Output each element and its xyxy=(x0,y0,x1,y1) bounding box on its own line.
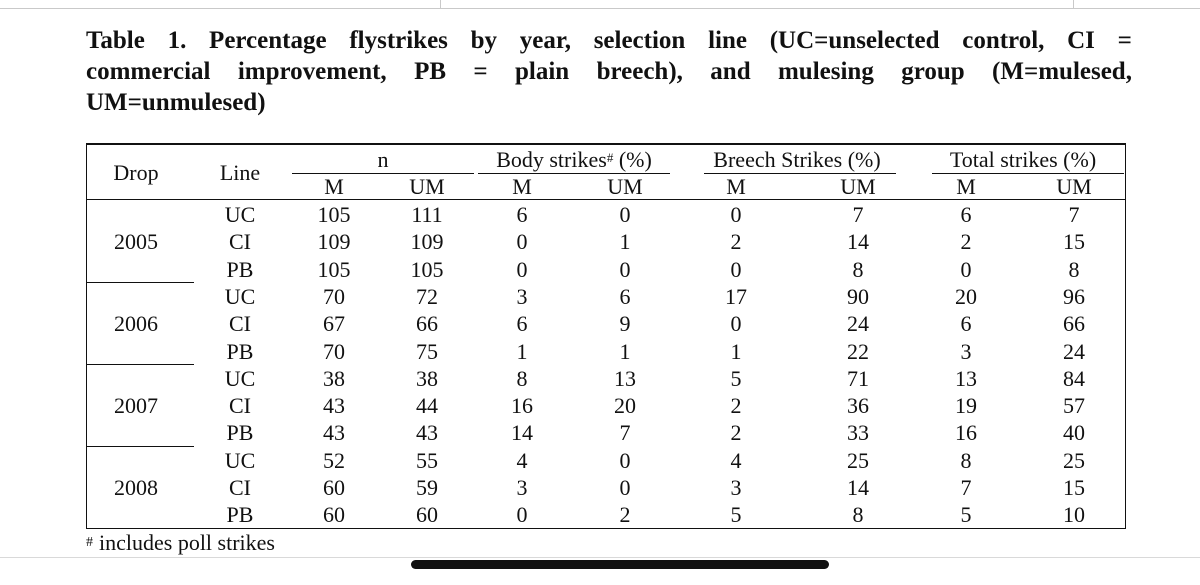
table-cell: 66 xyxy=(416,311,438,336)
table-cell: 10 xyxy=(1063,502,1085,527)
caption-word: selection xyxy=(593,27,686,54)
caption-word: (M=mulesed, xyxy=(992,58,1132,85)
selection-line: UC xyxy=(224,366,256,391)
header-body-mark: # xyxy=(606,150,614,165)
selection-line: PB xyxy=(226,257,254,282)
table-cell: 1 xyxy=(619,229,631,254)
caption-line-1 xyxy=(86,25,1132,56)
table-cell: 6 xyxy=(619,284,631,309)
table-cell: 105 xyxy=(317,202,351,227)
header-line: Line xyxy=(219,160,261,185)
table-cell: 105 xyxy=(410,257,444,282)
caption-word: mulesing xyxy=(777,58,874,85)
table-cell: 38 xyxy=(323,366,345,391)
table-cell: 1 xyxy=(619,339,631,364)
caption-word: group xyxy=(901,58,965,85)
table-cell: 0 xyxy=(730,257,742,282)
caption-word: PB xyxy=(414,58,447,85)
caption-word: = xyxy=(1117,27,1132,54)
table-cell: 15 xyxy=(1063,475,1085,500)
table-cell: 5 xyxy=(730,502,742,527)
table-cell: 6 xyxy=(516,202,528,227)
table-cell: 60 xyxy=(323,502,345,527)
table-cell: 36 xyxy=(847,393,869,418)
table-cell: 75 xyxy=(416,339,438,364)
table-cell: 3 xyxy=(516,475,528,500)
caption-word: CI xyxy=(1067,27,1095,54)
table-cell: 20 xyxy=(955,284,977,309)
table-cell: 0 xyxy=(960,257,972,282)
ruler-tick xyxy=(1073,0,1074,9)
header-total-strikes: Total strikes (%) xyxy=(949,147,1097,172)
caption-word: improvement, xyxy=(237,58,387,85)
table-footnote xyxy=(86,530,275,556)
drop-year: 2005 xyxy=(114,229,158,254)
table-cell: 0 xyxy=(619,257,631,282)
table-cell: 105 xyxy=(317,257,351,282)
table-cell: 0 xyxy=(516,257,528,282)
table-cell: 25 xyxy=(847,448,869,473)
table-cell: 2 xyxy=(730,229,742,254)
selection-line: CI xyxy=(229,475,251,500)
ruler-tick xyxy=(440,0,441,9)
table-cell: 2 xyxy=(730,393,742,418)
header-body-unit: (%) xyxy=(613,147,652,172)
selection-line: CI xyxy=(229,393,251,418)
table-cell: 55 xyxy=(416,448,438,473)
table-cell: 7 xyxy=(852,202,864,227)
table-cell: 2 xyxy=(730,420,742,445)
selection-line: UC xyxy=(224,202,256,227)
caption-word: year, xyxy=(519,27,571,54)
table-cell: 4 xyxy=(730,448,742,473)
drop-year: 2007 xyxy=(114,393,158,418)
table-cell: 0 xyxy=(516,502,528,527)
header-breech-strikes: Breech Strikes (%) xyxy=(713,147,881,172)
selection-line: UC xyxy=(224,448,256,473)
table-cell: 8 xyxy=(516,366,528,391)
subheader-m: M xyxy=(956,174,976,199)
table-left-border xyxy=(86,143,87,529)
table-cell: 24 xyxy=(1063,339,1085,364)
subheader-m: M xyxy=(512,174,532,199)
table-cell: 0 xyxy=(516,229,528,254)
header-underline-n xyxy=(292,173,474,174)
caption-word: commercial xyxy=(86,58,211,85)
selection-line: UC xyxy=(224,284,256,309)
table-cell: 67 xyxy=(323,311,345,336)
table-cell: 16 xyxy=(955,420,977,445)
table-cell: 0 xyxy=(619,448,631,473)
table-cell: 43 xyxy=(323,420,345,445)
caption-word: line xyxy=(708,27,747,54)
table-cell: 4 xyxy=(516,448,528,473)
table-cell: 71 xyxy=(847,366,869,391)
table-cell: 6 xyxy=(960,202,972,227)
table-cell: 70 xyxy=(323,339,345,364)
table-cell: 19 xyxy=(955,393,977,418)
table-cell: 22 xyxy=(847,339,869,364)
header-body-strikes xyxy=(496,147,652,173)
table-cell: 24 xyxy=(847,311,869,336)
table-cell: 1 xyxy=(516,339,528,364)
selection-line: PB xyxy=(226,420,254,445)
caption-word: 1. xyxy=(167,27,187,54)
table-cell: 90 xyxy=(847,284,869,309)
table-cell: 16 xyxy=(511,393,533,418)
table-cell: 17 xyxy=(725,284,747,309)
caption-word: flystrikes xyxy=(349,27,448,54)
window-top-edge xyxy=(0,0,1200,9)
header-body-label: Body strikes xyxy=(496,147,607,172)
drop-year: 2006 xyxy=(114,311,158,336)
caption-line-2 xyxy=(86,56,1132,87)
table-cell: 0 xyxy=(730,202,742,227)
table-cell: 96 xyxy=(1063,284,1085,309)
table-cell: 14 xyxy=(511,420,533,445)
table-cell: 5 xyxy=(960,502,972,527)
header-drop: Drop xyxy=(113,160,159,185)
table-cell: 38 xyxy=(416,366,438,391)
table-cell: 60 xyxy=(323,475,345,500)
table-cell: 8 xyxy=(852,257,864,282)
table-cell: 40 xyxy=(1063,420,1085,445)
table-cell: 60 xyxy=(416,502,438,527)
table-cell: 1 xyxy=(730,339,742,364)
table-cell: 72 xyxy=(416,284,438,309)
table-cell: 2 xyxy=(619,502,631,527)
table-cell: 0 xyxy=(619,202,631,227)
caption-word: Percentage xyxy=(209,27,327,54)
table-cell: 8 xyxy=(960,448,972,473)
subheader-um: UM xyxy=(409,174,445,199)
table-cell: 111 xyxy=(411,202,443,227)
subheader-um: UM xyxy=(1056,174,1092,199)
table-caption xyxy=(86,25,1132,118)
group-separator xyxy=(86,446,194,447)
table-cell: 2 xyxy=(960,229,972,254)
table-cell: 0 xyxy=(619,475,631,500)
table-cell: 3 xyxy=(960,339,972,364)
table-cell: 7 xyxy=(1068,202,1080,227)
table-cell: 8 xyxy=(1068,257,1080,282)
caption-word: Table xyxy=(86,27,145,54)
footnote-mark: # xyxy=(86,535,93,550)
caption-word: control, xyxy=(962,27,1045,54)
caption-word: breech), xyxy=(596,58,683,85)
table-cell: 7 xyxy=(960,475,972,500)
caption-word: = xyxy=(473,58,488,85)
caption-line-3 xyxy=(86,87,1132,118)
selection-line: PB xyxy=(226,339,254,364)
drop-year: 2008 xyxy=(114,475,158,500)
caption-word: and xyxy=(710,58,751,85)
header-n: n xyxy=(377,147,389,172)
table-cell: 33 xyxy=(847,420,869,445)
window-bottom-edge xyxy=(0,557,1200,558)
table-cell: 52 xyxy=(323,448,345,473)
table-cell: 6 xyxy=(960,311,972,336)
table-top-rule xyxy=(86,143,1126,145)
table-cell: 5 xyxy=(730,366,742,391)
table-cell: 43 xyxy=(416,420,438,445)
table-cell: 57 xyxy=(1063,393,1085,418)
table-bottom-rule xyxy=(86,528,1126,529)
selection-line: CI xyxy=(229,311,251,336)
horizontal-scrollbar[interactable] xyxy=(411,560,829,569)
subheader-um: UM xyxy=(607,174,643,199)
table-cell: 3 xyxy=(516,284,528,309)
table-cell: 13 xyxy=(955,366,977,391)
selection-line: PB xyxy=(226,502,254,527)
table-cell: 8 xyxy=(852,502,864,527)
table-cell: 14 xyxy=(847,475,869,500)
table-cell: 25 xyxy=(1063,448,1085,473)
table-cell: 6 xyxy=(516,311,528,336)
table-cell: 7 xyxy=(619,420,631,445)
subheader-m: M xyxy=(726,174,746,199)
table-cell: 109 xyxy=(317,229,351,254)
selection-line: CI xyxy=(229,229,251,254)
subheader-um: UM xyxy=(840,174,876,199)
subheader-m: M xyxy=(324,174,344,199)
footnote-text: includes poll strikes xyxy=(99,530,275,555)
group-separator xyxy=(86,364,194,365)
caption-word: by xyxy=(470,27,498,54)
table-cell: 66 xyxy=(1063,311,1085,336)
table-cell: 9 xyxy=(619,311,631,336)
table-cell: 15 xyxy=(1063,229,1085,254)
table-cell: 43 xyxy=(323,393,345,418)
table-cell: 84 xyxy=(1063,366,1085,391)
caption-word: plain xyxy=(515,58,570,85)
caption-word: (UC=unselected xyxy=(769,27,940,54)
table-cell: 109 xyxy=(410,229,444,254)
table-cell: 0 xyxy=(730,311,742,336)
table-cell: 70 xyxy=(323,284,345,309)
group-separator xyxy=(86,282,194,283)
table-cell: 3 xyxy=(730,475,742,500)
table-right-border xyxy=(1125,143,1126,529)
table-cell: 59 xyxy=(416,475,438,500)
table-cell: 14 xyxy=(847,229,869,254)
caption-text: UM=unmulesed) xyxy=(86,89,266,116)
table-cell: 44 xyxy=(416,393,438,418)
table-cell: 20 xyxy=(614,393,636,418)
table-cell: 13 xyxy=(614,366,636,391)
